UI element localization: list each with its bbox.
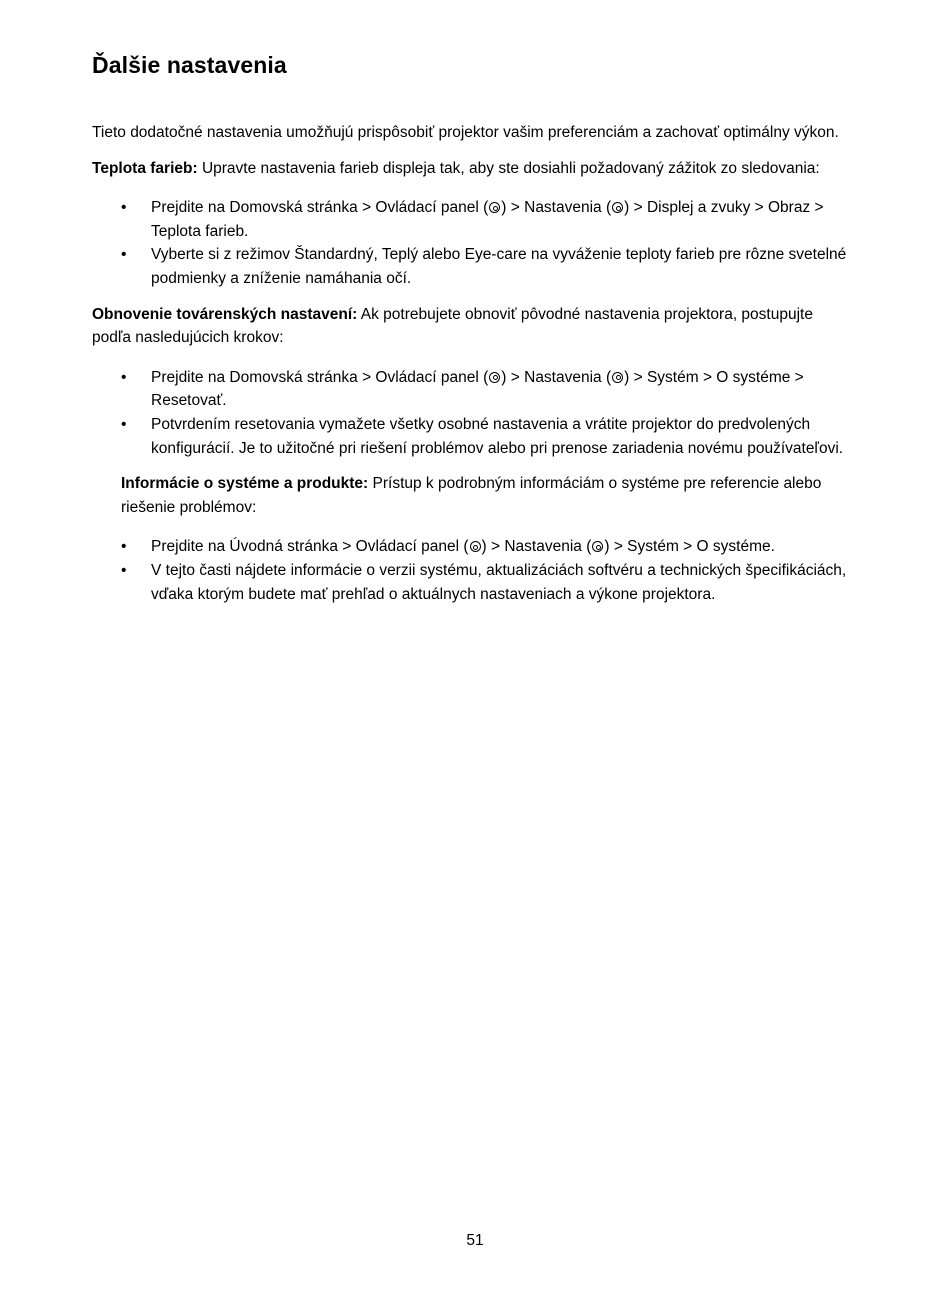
- bullet-icon: •: [121, 538, 127, 556]
- bullet-icon: •: [121, 561, 127, 579]
- document-body: [92, 121, 852, 618]
- section-heading: Informácie o systéme a produkte:: [121, 475, 369, 493]
- bullet-icon: •: [121, 415, 127, 433]
- list-item: • Vyberte si z režimov Štandardný, Teplý alebo Eye-care na vyváženie teploty farieb pre rôzne svetelné podmienky a zníženie namáhania očí.: [151, 243, 852, 290]
- gear-icon: [612, 372, 623, 383]
- bullet-icon: •: [121, 368, 127, 386]
- bullet-icon: •: [121, 246, 127, 264]
- section-text: Ak potrebujete obnoviť pôvodné nastavenia projektora, postupujte podľa nasledujúcich krokov:: [92, 305, 813, 347]
- list-item: • Prejdite na Úvodná stránka > Ovládací panel ( ) > Nastavenia ( ) > Systém > O systéme.: [151, 535, 852, 559]
- section-factory-reset: [92, 303, 852, 350]
- page-number: 51: [466, 1232, 484, 1249]
- list-item: • V tejto časti nájdete informácie o verzii systému, aktualizáciách softvéru a technických špecifikáciách, vďaka ktorým budete mať prehľad o aktuálnych nastaveniach a výkone projektora.: [151, 559, 852, 606]
- bullet-icon: •: [121, 199, 127, 217]
- intro-paragraph: Tieto dodatočné nastavenia umožňujú prispôsobiť projektor vašim preferenciám a zachovať optimálny výkon.: [92, 124, 839, 141]
- list-item: • Potvrdením resetovania vymažete všetky osobné nastavenia a vrátite projektor do predvolených konfigurácií. Je to užitočné pri riešení problémov alebo pri prenose zariadenia novému používateľovi.: [151, 413, 852, 460]
- section-text: Prístup k podrobným informáciám o systéme pre referencie alebo riešenie problémov:: [121, 475, 822, 516]
- section-text: Upravte nastavenia farieb displeja tak, aby ste dosiahli požadovaný zážitok zo sledovania:: [197, 159, 820, 177]
- gear-icon: [612, 202, 623, 213]
- gear-icon: [592, 541, 603, 552]
- bullet-list: [92, 531, 852, 606]
- gear-icon: [489, 202, 500, 213]
- list-item: • Prejdite na Domovská stránka > Ovládací panel ( ) > Nastavenia ( ) > Displej a zvuky > Obraz > Teplota farieb.: [151, 196, 852, 243]
- section-heading: Obnovenie továrenských nastavení:: [92, 305, 358, 323]
- section-heading: Teplota farieb:: [92, 159, 198, 177]
- section-system-info: [121, 472, 852, 519]
- bullet-list: [92, 192, 852, 290]
- bullet-list: [92, 362, 852, 460]
- section-color-temperature: [92, 157, 852, 181]
- list-item: • Prejdite na Domovská stránka > Ovládací panel ( ) > Nastavenia ( ) > Systém > O systéme > Resetovať.: [151, 366, 852, 413]
- gear-icon: [470, 541, 481, 552]
- gear-icon: [489, 372, 500, 383]
- page-title: Ďalšie nastavenia: [92, 52, 287, 78]
